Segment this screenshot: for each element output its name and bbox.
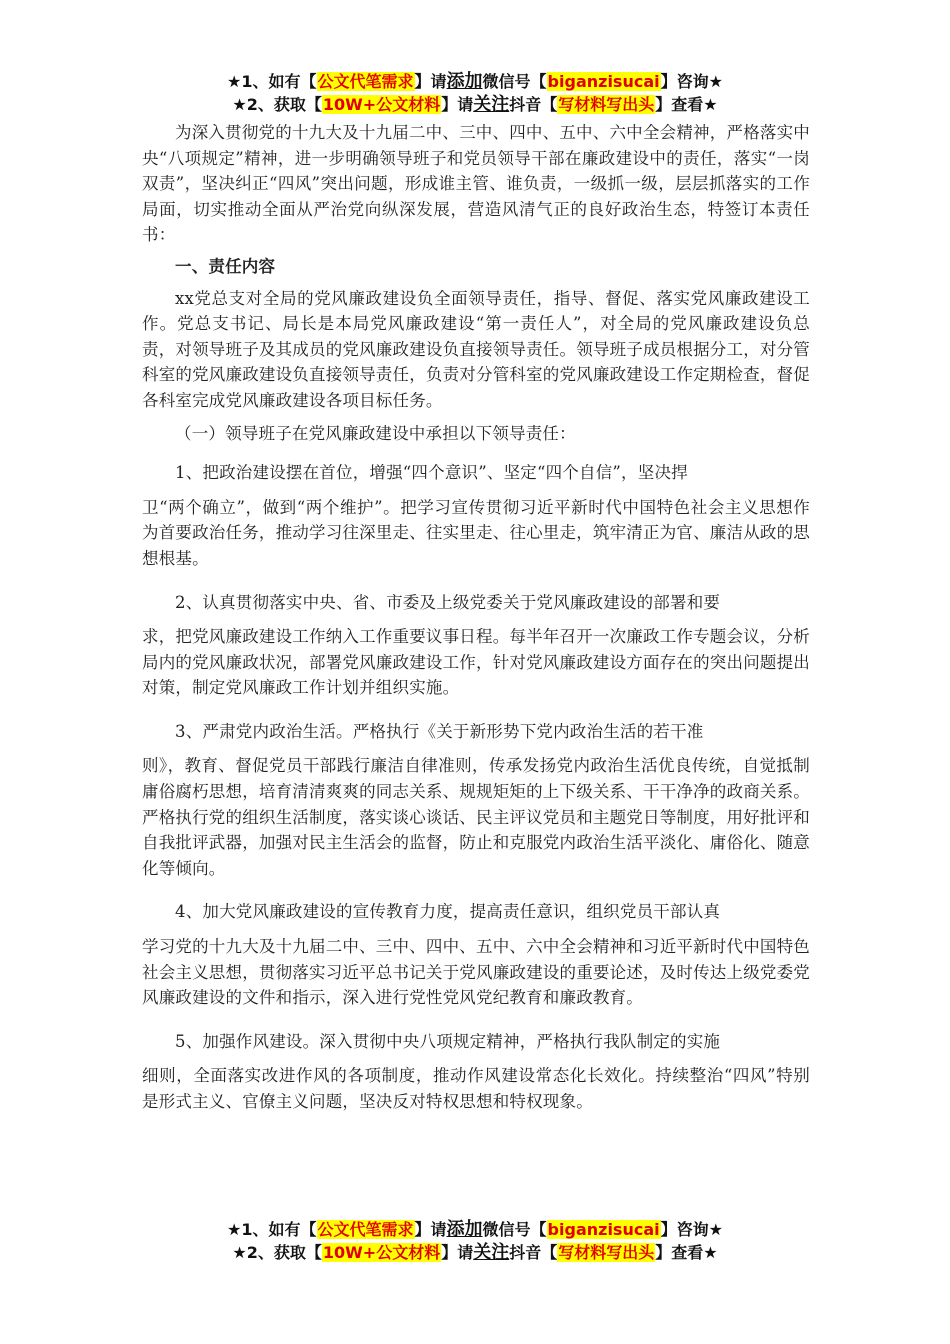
banner-line-2 (0, 1241, 950, 1264)
document-body (142, 120, 810, 1115)
banner-text: 微信号【 (482, 1220, 547, 1239)
list-item-text: 则》，教育、督促党员干部践行廉洁自律准则，传承发扬党内政治生活优良传统，自觉抵制庸俗腐朽思想，培育清清爽爽的同志关系、规规矩矩的上下级关系、干干净净的政商关系。严格执行党的组织生活制度，落实谈心谈话、民主评议党员和主题党日等制度，用好批评和自我批评武器，加强对民主生活会的监督，防止和克服党内政治生活平淡化、庸俗化、随意化等倾向。 (142, 756, 810, 878)
banner-text: 添加 (446, 71, 483, 92)
top-banner (0, 70, 950, 116)
banner-highlight: 公文代笔需求 (317, 1220, 414, 1239)
banner-highlight: 10W+公文材料 (322, 1243, 441, 1262)
banner-text: 添加 (446, 1219, 483, 1240)
banner-line-2 (0, 93, 950, 116)
banner-text: 】咨询★ (660, 72, 723, 91)
list-item-text: 卫“两个确立”，做到“两个维护”。把学习宣传贯彻习近平新时代中国特色社会主义思想作为首要政治任务，推动学习往深里走、往实里走、往心里走，筑牢清正为官、廉洁从政的思想根基。 (142, 497, 810, 568)
banner-text: 】查看★ (655, 95, 718, 114)
list-item-2 (142, 590, 810, 701)
list-item-text: 求，把党风廉政建设工作纳入工作重要议事日程。每半年召开一次廉政工作专题会议，分析局内的党风廉政状况，部署党风廉政建设工作，针对党风廉政建设方面存在的突出问题提出对策，制定党风廉政工作计划并组织实施。 (142, 627, 810, 698)
subsection-heading: （一）领导班子在党风廉政建设中承担以下领导责任： (175, 423, 576, 443)
list-item-first-line: 4、加大党风廉政建设的宣传教育力度，提高责任意识，组织党员干部认真 (175, 902, 721, 922)
wechat-id-highlight: biganzisucai (547, 72, 660, 91)
banner-text: 】请 (441, 1243, 474, 1262)
banner-text: ★2、获取【 (232, 95, 322, 114)
banner-text: 】请 (414, 1220, 447, 1239)
wechat-id-highlight: biganzisucai (547, 1220, 660, 1239)
banner-line-1 (0, 1218, 950, 1241)
list-item-5 (142, 1029, 810, 1115)
banner-text: 】请 (414, 72, 447, 91)
list-item-first-line: 3、严肃党内政治生活。严格执行《关于新形势下党内政治生活的若干准 (175, 721, 704, 741)
banner-text: 】咨询★ (660, 1220, 723, 1239)
list-item-text: 细则，全面落实改进作风的各项制度，推动作风建设常态化长效化。持续整治“四风”特别是形式主义、官僚主义问题，坚决反对特权思想和特权现象。 (142, 1066, 810, 1111)
banner-text: 关注 (473, 94, 510, 115)
douyin-highlight: 写材料写出头 (558, 95, 655, 114)
banner-text: 】请 (441, 95, 474, 114)
douyin-highlight: 写材料写出头 (558, 1243, 655, 1262)
banner-text: ★2、获取【 (232, 1243, 322, 1262)
banner-text: 微信号【 (482, 72, 547, 91)
banner-text: 抖音【 (509, 1243, 558, 1262)
banner-highlight: 10W+公文材料 (322, 95, 441, 114)
list-item-first-line: 1、把政治建设摆在首位，增强“四个意识”、坚定“四个自信”，坚决捍 (175, 463, 688, 483)
list-item-first-line: 5、加强作风建设。深入贯彻中央八项规定精神，严格执行我队制定的实施 (175, 1031, 721, 1051)
banner-text: 关注 (473, 1242, 510, 1263)
banner-text: 】查看★ (655, 1243, 718, 1262)
intro-paragraph: 为深入贯彻党的十九大及十九届二中、三中、四中、五中、六中全会精神，严格落实中央“八项规定”精神，进一步明确领导班子和党员领导干部在廉政建设中的责任，落实“一岗双责”，坚决纠正“四风”突出问题，形成谁主管、谁负责，一级抓一级，层层抓落实的工作局面，切实推动全面从严治党向纵深发展，营造风清气正的良好政治生态，特签订本责任书： (142, 123, 810, 245)
section-heading: 一、责任内容 (175, 256, 276, 276)
list-item-3 (142, 719, 810, 882)
list-item-first-line: 2、认真贯彻落实中央、省、市委及上级党委关于党风廉政建设的部署和要 (175, 592, 721, 612)
section-paragraph: xx党总支对全局的党风廉政建设负全面领导责任，指导、督促、落实党风廉政建设工作。党总支书记、局长是本局党风廉政建设“第一责任人”，对全局的党风廉政建设负总责，对领导班子及其成员的党风廉政建设负直接领导责任。领导班子成员根据分工，对分管科室的党风廉政建设负直接领导责任，负责对分管科室的党风廉政建设工作定期检查，督促各科室完成党风廉政建设各项目标任务。 (142, 288, 810, 410)
list-item-1 (142, 460, 810, 571)
banner-text: ★1、如有【 (227, 72, 317, 91)
banner-line-1 (0, 70, 950, 93)
list-item-4 (142, 899, 810, 1010)
banner-text: 抖音【 (509, 95, 558, 114)
banner-highlight: 公文代笔需求 (317, 72, 414, 91)
list-item-text: 学习党的十九大及十九届二中、三中、四中、五中、六中全会精神和习近平新时代中国特色社会主义思想，贯彻落实习近平总书记关于党风廉政建设的重要论述，及时传达上级党委党风廉政建设的文件和指示，深入进行党性党风党纪教育和廉政教育。 (142, 937, 810, 1008)
bottom-banner (0, 1218, 950, 1264)
banner-text: ★1、如有【 (227, 1220, 317, 1239)
